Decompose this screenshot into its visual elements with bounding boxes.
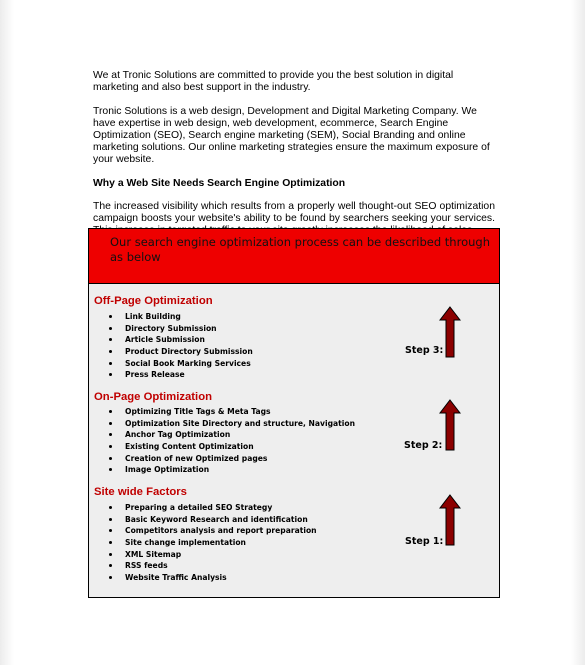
intro-paragraph-2: Tronic Solutions is a web design, Development and Digital Marketing Company. We have expertise in web design, web development, ecommerce, Search Engine Optimization (SEO), Search engine marketing (SEM), Social Branding and online marketing solutions. Our online marketing strategies ensure the maximum exposure of your website. — [93, 106, 490, 165]
bullet-icon — [109, 564, 112, 567]
list-item: RSS feeds — [106, 560, 317, 572]
bullet-icon — [109, 422, 112, 425]
list-item: Directory Submission — [106, 323, 253, 335]
bullet-icon — [109, 338, 112, 341]
section-heading: Why a Web Site Needs Search Engine Optimization — [93, 178, 346, 189]
list-item: Optimization Site Directory and structure, Navigation — [106, 418, 355, 430]
list-item: Social Book Marking Services — [106, 358, 253, 370]
section-title-on-page: On-Page Optimization — [94, 391, 212, 403]
process-box-header — [89, 229, 499, 284]
bullet-icon — [109, 350, 112, 353]
bullet-icon — [109, 529, 112, 532]
bullet-icon — [109, 410, 112, 413]
bullet-icon — [109, 373, 112, 376]
up-arrow-icon — [439, 399, 461, 451]
on-page-list — [106, 406, 355, 476]
section-title-off-page: Off-Page Optimization — [94, 295, 213, 307]
list-item: Website Traffic Analysis — [106, 572, 317, 584]
list-item: Image Optimization — [106, 464, 355, 476]
bullet-icon — [109, 433, 112, 436]
bullet-icon — [109, 518, 112, 521]
list-item: Basic Keyword Research and identification — [106, 514, 317, 526]
list-item: XML Sitemap — [106, 549, 317, 561]
bullet-icon — [109, 362, 112, 365]
list-item: Anchor Tag Optimization — [106, 429, 355, 441]
list-item: Site change implementation — [106, 537, 317, 549]
step-2-label: Step 2: — [404, 440, 443, 451]
site-wide-list — [106, 502, 317, 584]
list-item: Link Building — [106, 311, 253, 323]
process-box-header-text: Our search engine optimization process can be described through as below — [110, 235, 490, 264]
up-arrow-icon — [439, 494, 461, 546]
list-item: Existing Content Optimization — [106, 441, 355, 453]
step-1-label: Step 1: — [405, 536, 444, 547]
bullet-icon — [109, 457, 112, 460]
section-title-site-wide: Site wide Factors — [94, 486, 187, 498]
bullet-icon — [109, 553, 112, 556]
list-item: Optimizing Title Tags & Meta Tags — [106, 406, 355, 418]
list-item: Press Release — [106, 369, 253, 381]
list-item: Competitors analysis and report preparation — [106, 525, 317, 537]
up-arrow-icon — [439, 306, 461, 358]
bullet-icon — [109, 468, 112, 471]
bullet-icon — [109, 445, 112, 448]
bullet-icon — [109, 315, 112, 318]
list-item: Preparing a detailed SEO Strategy — [106, 502, 317, 514]
list-item: Article Submission — [106, 334, 253, 346]
intro-text — [93, 70, 495, 249]
step-3-label: Step 3: — [405, 345, 444, 356]
bullet-icon — [109, 506, 112, 509]
list-item: Creation of new Optimized pages — [106, 453, 355, 465]
list-item: Product Directory Submission — [106, 346, 253, 358]
intro-paragraph-3: The increased visibility which results from a properly well thought-out SEO optimization campaign boosts your website's ability to be found by searchers seeking your services. — [93, 201, 495, 224]
bullet-icon — [109, 327, 112, 330]
off-page-list — [106, 311, 253, 381]
intro-paragraph-1: We at Tronic Solutions are committed to provide you the best solution in digital marketing and also best support in the industry. — [93, 70, 454, 93]
seo-process-box — [88, 228, 500, 598]
bullet-icon — [109, 576, 112, 579]
bullet-icon — [109, 541, 112, 544]
